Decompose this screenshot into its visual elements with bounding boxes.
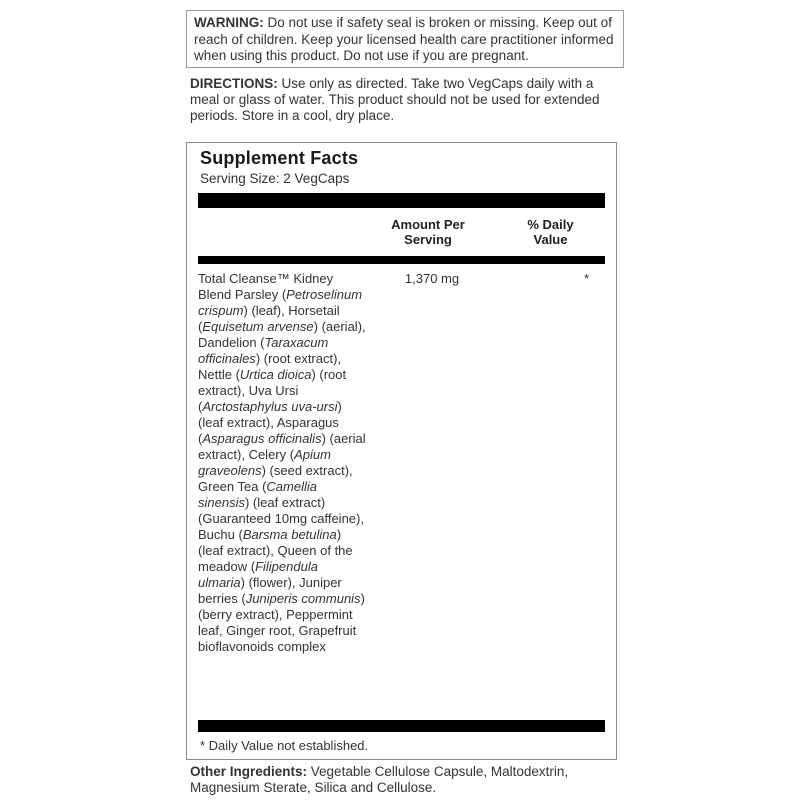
warning-text: Do not use if safety seal is broken or missing. Keep out of reach of children. Keep your licensed health care practitioner informed when using this product. Do not use if you are pregnant. (194, 15, 614, 63)
other-ingredients-text: Vegetable Cellulose Capsule, Maltodextrin, Magnesium Sterate, Silica and Cellulose. (190, 764, 569, 795)
directions-paragraph (190, 76, 624, 124)
other-ingredients-label: Other Ingredients: (190, 764, 308, 779)
supplement-facts-panel (186, 142, 617, 760)
ingredient-name: Total Cleanse™ Kidney Blend Parsley (Petroselinum crispum) (leaf), Horsetail (Equisetum arvense) (aerial), Dandelion (Taraxacum officinales) (root extract), Nettle (Urtica dioica) (root extract), Uva Ursi (Arctostaphylus uva-ursi) (leaf extract), Asparagus (Asparagus officinalis) (aerial extract), Celery (Apium graveolens) (seed extract), Green Tea (Camellia sinensis) (leaf extract) (Guaranteed 10mg caffeine), Buchu (Barsma betulina) (leaf extract), Queen of the meadow (Filipendula ulmaria) (flower), Juniper berries (Juniperis communis) (berry extract), Peppermint leaf, Ginger root, Grapefruit bioflavonoids complex (198, 271, 366, 654)
ingredient-amount: 1,370 mg (404, 271, 460, 286)
divider-bar-bottom (198, 720, 605, 732)
ingredient-daily-value: * (583, 271, 589, 286)
column-header-amount-per-serving (360, 217, 496, 247)
ingredient-row (198, 271, 605, 655)
other-ingredients-paragraph (190, 764, 624, 796)
column-header-name-spacer (198, 217, 360, 247)
daily-value-footnote: * Daily Value not established. (200, 738, 369, 753)
divider-bar-top (198, 193, 605, 208)
amount-header-line1: Amount Per (391, 217, 465, 232)
warning-label: WARNING: (194, 15, 264, 30)
divider-bar-header (198, 256, 605, 264)
directions-label: DIRECTIONS: (190, 76, 278, 91)
directions-text: Use only as directed. Take two VegCaps daily with a meal or glass of water. This product should not be used for extended periods. Store in a cool, dry place. (190, 76, 600, 123)
amount-header-line2: Serving (404, 232, 452, 247)
warning-box (186, 10, 624, 68)
dv-header-line2: Value (533, 232, 568, 247)
column-header-daily-value (496, 217, 605, 247)
supplement-facts-title: Supplement Facts (200, 148, 359, 168)
dv-header-line1: % Daily (527, 217, 574, 232)
serving-size: Serving Size: 2 VegCaps (200, 171, 350, 186)
facts-column-headers (198, 217, 605, 247)
